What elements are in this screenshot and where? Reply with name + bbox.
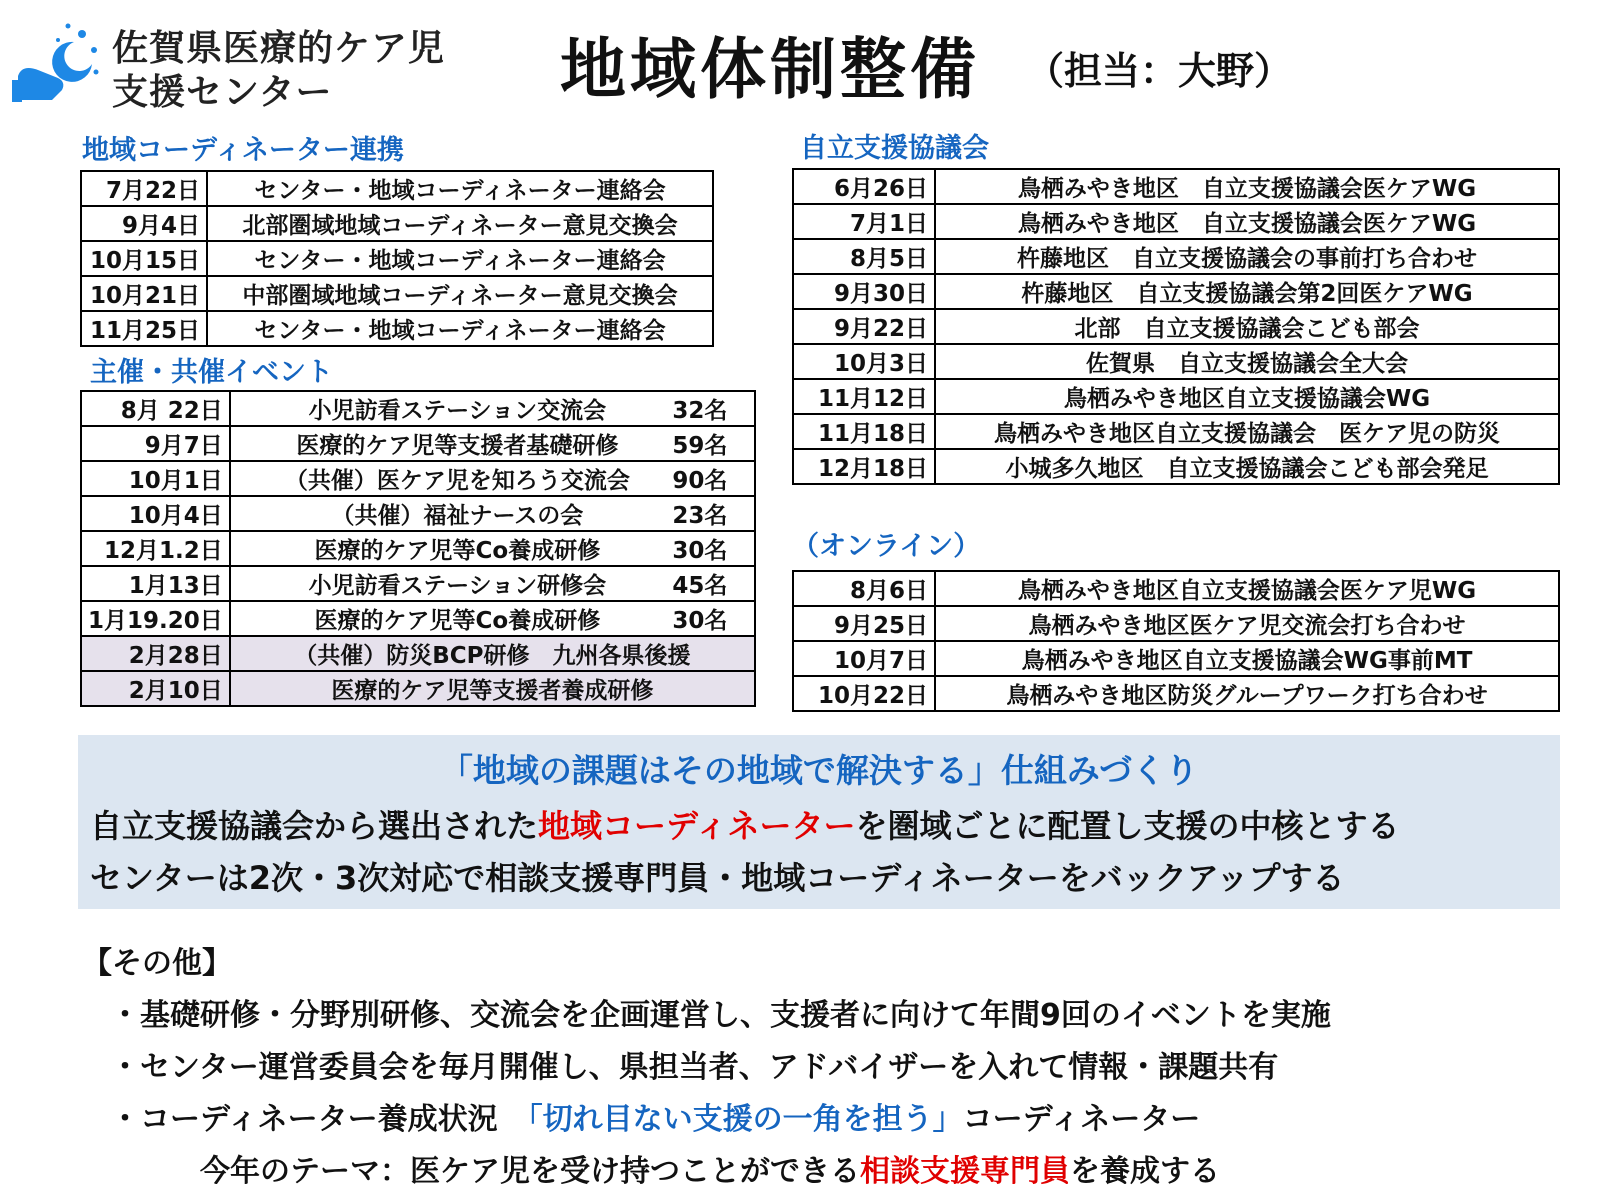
table-row — [793, 379, 1559, 414]
date-cell: 9月25日 — [793, 606, 935, 641]
desc-cell: 鳥栖みやき地区防災グループワーク打ち合わせ — [935, 676, 1559, 711]
message-line-1-pre: 自立支援協議会から選出された — [90, 807, 539, 845]
others-theme-line — [200, 1146, 1220, 1190]
date-cell: 11月12日 — [793, 379, 935, 414]
date-cell: 9月7日 — [81, 426, 230, 461]
date-cell: 10月21日 — [81, 276, 207, 311]
table-row — [793, 309, 1559, 344]
date-cell: 7月22日 — [81, 171, 207, 206]
event-name: 医療的ケア児等Co養成研修 — [314, 538, 601, 564]
moon-stars-hands-icon — [12, 20, 102, 104]
online-table — [792, 570, 1560, 712]
date-cell: 12月18日 — [793, 449, 935, 484]
desc-cell: センター・地域コーディネーター連絡会 — [207, 241, 713, 276]
table-row — [81, 391, 755, 426]
desc-cell: 鳥栖みやき地区医ケア児交流会打ち合わせ — [935, 606, 1559, 641]
theme-post: を養成する — [1070, 1154, 1220, 1189]
events-heading: 主催・共催イベント — [90, 357, 333, 388]
desc-cell: 杵藤地区 自立支援協議会第2回医ケアWG — [935, 274, 1559, 309]
table-row — [81, 206, 713, 241]
event-name: 小児訪看ステーション交流会 — [308, 398, 607, 424]
event-count: 30名 — [672, 538, 728, 564]
coordinator-heading: 地域コーディネーター連携 — [82, 135, 404, 166]
table-row — [81, 241, 713, 276]
theme-highlight: 相談支援専門員 — [860, 1154, 1070, 1189]
bullet-3-post: コーディネーター — [962, 1102, 1201, 1137]
desc-cell: 鳥栖みやき地区 自立支援協議会医ケアWG — [935, 169, 1559, 204]
others-bullet-3 — [110, 1094, 1200, 1138]
date-cell: 10月1日 — [81, 461, 230, 496]
event-name: 小児訪看ステーション研修会 — [308, 573, 607, 599]
desc-cell — [230, 566, 755, 601]
message-line-1-highlight: 地域コーディネーター — [538, 807, 856, 845]
table-row — [793, 344, 1559, 379]
date-cell: 12月1.2日 — [81, 531, 230, 566]
date-cell: 8月 22日 — [81, 391, 230, 426]
table-row — [793, 449, 1559, 484]
date-cell: 10月22日 — [793, 676, 935, 711]
table-row — [81, 566, 755, 601]
event-count: 45名 — [672, 573, 728, 599]
table-row — [81, 671, 755, 706]
date-cell: 9月22日 — [793, 309, 935, 344]
online-heading: （オンライン） — [792, 531, 981, 562]
desc-cell — [230, 601, 755, 636]
council-table — [792, 168, 1560, 485]
date-cell: 2月28日 — [81, 636, 230, 671]
desc-cell: （共催）防災BCP研修 九州各県後援 — [230, 636, 755, 671]
logo — [12, 14, 452, 113]
desc-cell: 中部圏域地域コーディネーター意見交換会 — [207, 276, 713, 311]
desc-cell: 北部 自立支援協議会こども部会 — [935, 309, 1559, 344]
table-row — [793, 239, 1559, 274]
date-cell: 9月4日 — [81, 206, 207, 241]
table-row — [81, 276, 713, 311]
desc-cell — [230, 391, 755, 426]
desc-cell — [230, 496, 755, 531]
table-row — [81, 496, 755, 531]
table-row — [793, 606, 1559, 641]
desc-cell — [230, 531, 755, 566]
date-cell: 8月6日 — [793, 571, 935, 606]
date-cell: 10月3日 — [793, 344, 935, 379]
message-box — [78, 735, 1560, 909]
table-row — [81, 531, 755, 566]
desc-cell: 小城多久地区 自立支援協議会こども部会発足 — [935, 449, 1559, 484]
table-row — [793, 414, 1559, 449]
table-row — [793, 204, 1559, 239]
date-cell: 11月18日 — [793, 414, 935, 449]
table-row — [81, 461, 755, 496]
desc-cell — [230, 426, 755, 461]
table-row — [81, 636, 755, 671]
theme-pre: 今年のテーマ：医ケア児を受け持つことができる — [200, 1154, 860, 1189]
logo-text-line1: 佐賀県医療的ケア児 — [112, 28, 446, 69]
table-row — [81, 311, 713, 346]
desc-cell: センター・地域コーディネーター連絡会 — [207, 311, 713, 346]
table-row — [81, 601, 755, 636]
date-cell: 10月15日 — [81, 241, 207, 276]
table-row — [793, 169, 1559, 204]
message-line-1 — [90, 801, 1399, 847]
table-row — [81, 171, 713, 206]
coordinator-table — [80, 170, 714, 347]
date-cell: 1月13日 — [81, 566, 230, 601]
table-row — [793, 571, 1559, 606]
table-row — [793, 641, 1559, 676]
message-line-1-post: を圏域ごとに配置し支援の中核とする — [855, 807, 1400, 845]
others-heading: 【その他】 — [82, 946, 232, 981]
others-bullet-1: ・基礎研修・分野別研修、交流会を企画運営し、支援者に向けて年間9回のイベントを実施 — [110, 998, 1331, 1033]
desc-cell: 鳥栖みやき地区自立支援協議会医ケア児WG — [935, 571, 1559, 606]
date-cell: 8月5日 — [793, 239, 935, 274]
events-table — [80, 390, 756, 707]
council-heading: 自立支援協議会 — [800, 133, 989, 164]
desc-cell: 佐賀県 自立支援協議会全大会 — [935, 344, 1559, 379]
others-bullet-2: ・センター運営委員会を毎月開催し、県担当者、アドバイザーを入れて情報・課題共有 — [110, 1050, 1279, 1085]
message-headline: 「地域の課題はその地域で解決する」仕組みづくり — [439, 751, 1199, 790]
page-subtitle: （担当：大野） — [1026, 49, 1293, 93]
desc-cell: 鳥栖みやき地区自立支援協議会WG — [935, 379, 1559, 414]
desc-cell: 北部圏域地域コーディネーター意見交換会 — [207, 206, 713, 241]
event-name: 医療的ケア児等Co養成研修 — [314, 608, 601, 634]
desc-cell — [230, 461, 755, 496]
bullet-3-pre: ・コーディネーター養成状況 — [110, 1102, 528, 1137]
date-cell: 10月4日 — [81, 496, 230, 531]
desc-cell: 鳥栖みやき地区自立支援協議会 医ケア児の防災 — [935, 414, 1559, 449]
desc-cell: 杵藤地区 自立支援協議会の事前打ち合わせ — [935, 239, 1559, 274]
event-count: 90名 — [672, 468, 728, 494]
event-count: 23名 — [672, 503, 728, 529]
event-count: 32名 — [672, 398, 728, 424]
desc-cell: センター・地域コーディネーター連絡会 — [207, 171, 713, 206]
event-name: （共催）医ケア児を知ろう交流会 — [284, 468, 630, 494]
date-cell: 9月30日 — [793, 274, 935, 309]
event-name: （共催）福祉ナースの会 — [331, 503, 584, 529]
desc-cell: 医療的ケア児等支援者養成研修 — [230, 671, 755, 706]
event-count: 30名 — [672, 608, 728, 634]
table-row — [81, 426, 755, 461]
event-count: 59名 — [672, 433, 728, 459]
message-line-2: センターは2次・3次対応で相談支援専門員・地域コーディネーターをバックアップする — [90, 859, 1345, 897]
date-cell: 7月1日 — [793, 204, 935, 239]
table-row — [793, 274, 1559, 309]
bullet-3-highlight: 「切れ目ない支援の一角を担う」 — [527, 1102, 963, 1137]
logo-text-line2: 支援センター — [112, 72, 333, 113]
desc-cell: 鳥栖みやき地区 自立支援協議会医ケアWG — [935, 204, 1559, 239]
date-cell: 6月26日 — [793, 169, 935, 204]
date-cell: 2月10日 — [81, 671, 230, 706]
page-title: 地域体制整備 — [560, 31, 980, 108]
desc-cell: 鳥栖みやき地区自立支援協議会WG事前MT — [935, 641, 1559, 676]
date-cell: 10月7日 — [793, 641, 935, 676]
date-cell: 1月19.20日 — [81, 601, 230, 636]
table-row — [793, 676, 1559, 711]
event-name: 医療的ケア児等支援者基礎研修 — [296, 433, 619, 459]
date-cell: 11月25日 — [81, 311, 207, 346]
